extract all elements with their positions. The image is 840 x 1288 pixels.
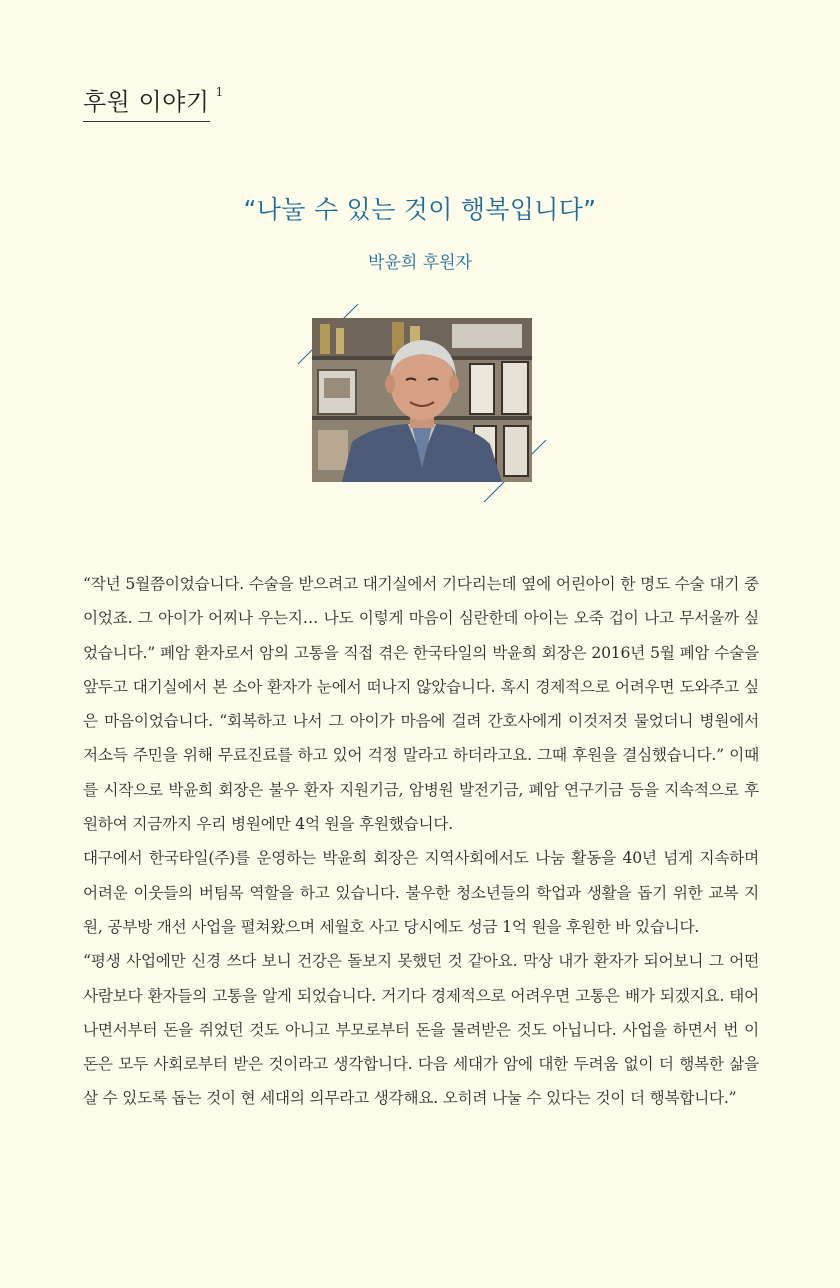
article-paragraph: “평생 사업에만 신경 쓰다 보니 건강은 돌보지 못했던 것 같아요. 막상 내가 환자가 되어보니 그 어떤 사람보다 환자들의 고통을 알게 되었습니다. 거기다 경제적으로 어려우면 고통은 배가 되겠지요. 태어나면서부터 돈을 쥐었던 것도 아니고 부모로부터 돈을 물려받은 것도 아닙니다. 사업을 하면서 번 이 돈은 모두 사회로부터 받은 것이라고 생각합니다. 다음 세대가 암에 대한 두려움 없이 더 행복한 삶을 살 수 있도록 돕는 것이 현 세대의 의무라고 생각해요. 오히려 나눌 수 있다는 것이 더 행복합니다.” — [83, 952, 759, 1108]
portrait-figure — [290, 300, 552, 504]
article-headline: “나눌 수 있는 것이 행복입니다” — [243, 195, 597, 224]
section-number: 1 — [215, 85, 224, 99]
section-header — [83, 82, 223, 122]
donor-portrait-photo — [312, 318, 532, 482]
article-body — [83, 567, 759, 1116]
article-byline: 박윤희 후원자 — [368, 253, 472, 273]
article-paragraph: “작년 5월쯤이었습니다. 수술을 받으려고 대기실에서 기다리는데 옆에 어린아이 한 명도 수술 대기 중이었죠. 그 아이가 어찌나 우는지… 나도 이렇게 마음이 심란한데 아이는 오죽 겁이 나고 무서울까 싶었습니다.” 폐암 환자로서 암의 고통을 직접 겪은 한국타일의 박윤희 회장은 2016년 5월 폐암 수술을 앞두고 대기실에서 본 소아 환자가 눈에서 떠나지 않았습니다. 혹시 경제적으로 어려우면 도와주고 싶은 마음이었습니다. “회복하고 나서 그 아이가 마음에 걸려 간호사에게 이것저것 물었더니 병원에서 저소득 주민을 위해 무료진료를 하고 있어 걱정 말라고 하더라고요. 그때 후원을 결심했습니다.” 이때를 시작으로 박윤희 회장은 불우 환자 지원기금, 암병원 발전기금, 폐암 연구기금 등을 지속적으로 후원하여 지금까지 우리 병원에만 4억 원을 후원했습니다. — [83, 575, 759, 834]
article-paragraph: 대구에서 한국타일(주)를 운영하는 박윤희 회장은 지역사회에서도 나눔 활동을 40년 넘게 지속하며 어려운 이웃들의 버팀목 역할을 하고 있습니다. 불우한 청소년들의 학업과 생활을 돕기 위한 교복 지원, 공부방 개선 사업을 펼쳐왔으며 세월호 사고 당시에도 성금 1억 원을 후원한 바 있습니다. — [83, 849, 759, 936]
section-title: 후원 이야기 — [83, 82, 210, 122]
